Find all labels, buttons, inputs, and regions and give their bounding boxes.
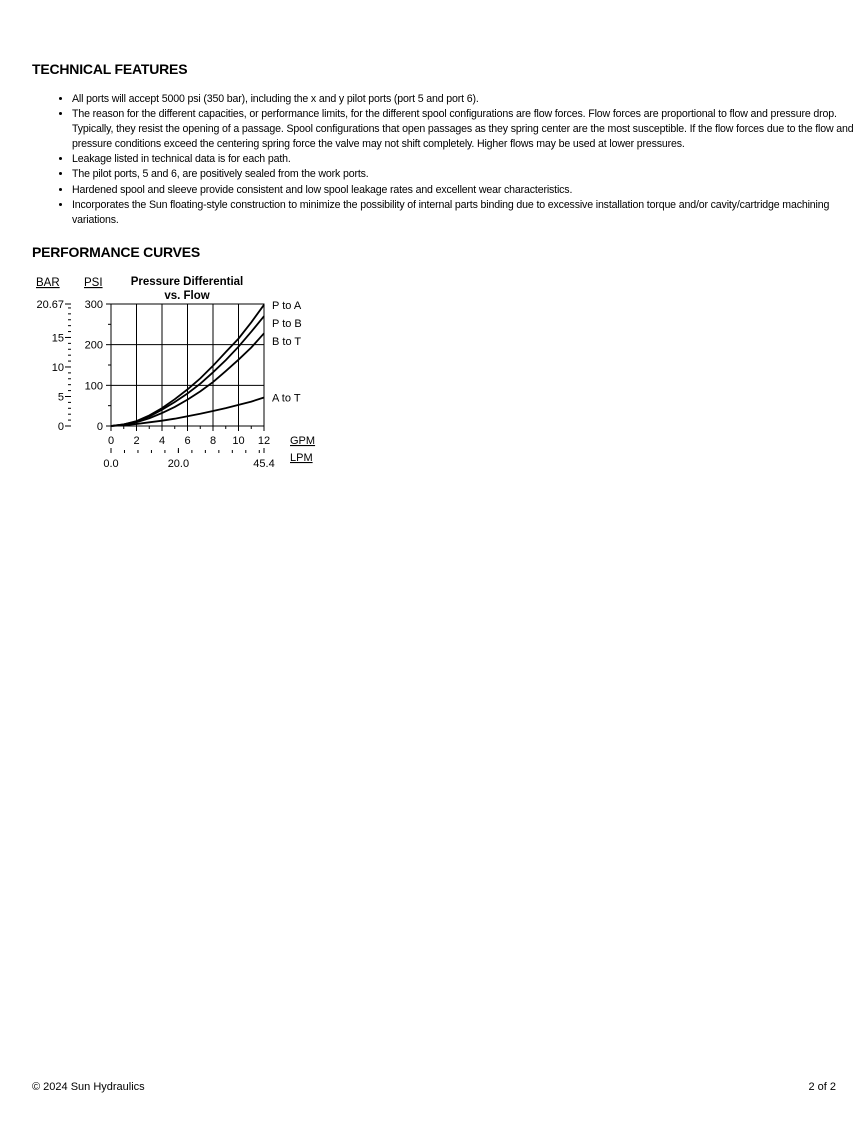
bar-tick-label: 10: [51, 361, 64, 374]
x-tick-label: 6: [184, 435, 191, 447]
bar-tick-label: 0: [57, 421, 64, 433]
psi-tick-label: 200: [84, 339, 103, 352]
psi-tick-label: 100: [84, 380, 103, 393]
psi-tick-label: 0: [96, 421, 103, 433]
technical-features-heading: TECHNICAL FEATURES: [32, 61, 188, 77]
footer-page-number: 2 of 2: [808, 1081, 836, 1093]
technical-features-list: [56, 92, 857, 228]
bar-axis-label: BAR: [36, 277, 60, 289]
chart-title-line-1: Pressure Differential: [130, 276, 244, 288]
x-tick-label: 2: [133, 435, 140, 447]
list-item: • Hardened spool and sleeve provide consistent and low spool leakage rates and excellent wear characteristics.: [72, 183, 857, 198]
bar-tick-label: 15: [51, 332, 64, 345]
gpm-axis-label: GPM: [290, 435, 316, 447]
psi-tick-label: 300: [84, 299, 103, 311]
list-item: • The pilot ports, 5 and 6, are positively sealed from the work ports.: [72, 167, 857, 182]
footer-copyright: © 2024 Sun Hydraulics: [32, 1081, 145, 1093]
bar-tick-label: 20.67: [36, 299, 64, 311]
list-item: • Leakage listed in technical data is for each path.: [72, 152, 857, 167]
bar-tick-label: 5: [57, 391, 64, 404]
x-tick-label: 0: [107, 435, 115, 447]
lpm-tick-label: 45.4: [253, 458, 275, 470]
chart-title-line-2: vs. Flow: [164, 290, 210, 302]
series-label-1: P to A: [272, 299, 302, 312]
list-item: • All ports will accept 5000 psi (350 bar), including the x and y pilot ports (port 5 and port 6).: [72, 92, 857, 107]
series-label-2: P to B: [272, 317, 302, 330]
list-item: • The reason for the different capacities, or performance limits, for the different spool configurations are flow forces. Flow forces are proportional to flow and pressure drop. Typically, they resist the opening of a passage. Spool configurations that open passages as they spring center are the most susceptible. If the flow forces due to the flow and pressure conditions exceed the centering spring force the valve may not shift completely. Higher flows may be used at lower pressures.: [72, 107, 857, 152]
performance-curves-heading: PERFORMANCE CURVES: [32, 244, 201, 260]
x-tick-label: 8: [209, 435, 217, 447]
x-tick-label: 10: [232, 435, 245, 447]
pressure-flow-chart: [28, 270, 328, 475]
lpm-tick-label: 0.0: [103, 458, 119, 470]
lpm-tick-label: 20.0: [167, 458, 190, 470]
x-tick-label: 4: [158, 435, 166, 447]
x-tick-label: 12: [257, 435, 271, 447]
series-label-3: B to T: [272, 335, 302, 348]
series-label-4: A to T: [272, 392, 301, 405]
lpm-axis-label: LPM: [290, 452, 313, 464]
psi-axis-label: PSI: [84, 277, 103, 289]
list-item: • Incorporates the Sun floating-style construction to minimize the possibility of internal parts binding due to excessive installation torque and/or cavity/cartridge machining variations.: [72, 198, 857, 228]
